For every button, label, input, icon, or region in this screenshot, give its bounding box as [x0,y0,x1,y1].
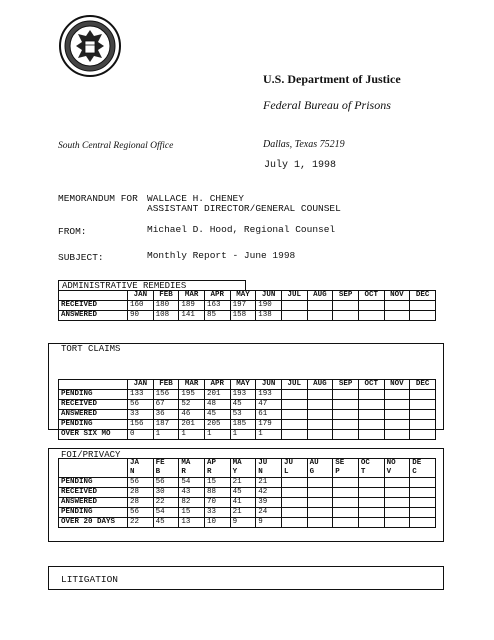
row-label: PENDING [59,508,128,518]
month-header: AUG [307,380,333,390]
table-cell [281,478,307,488]
month-header-line2: Y [232,468,238,476]
table-cell [333,498,359,508]
month-header: MAY [230,380,256,390]
table-cell [281,410,307,420]
table-cell: 45 [153,518,179,528]
table-cell: 15 [204,478,230,488]
month-header: APR [204,380,230,390]
table-cell [307,518,333,528]
table-cell: 54 [153,508,179,518]
month-header [410,459,436,478]
table-cell: 1 [230,430,256,440]
table-cell [358,478,384,488]
table-cell [281,390,307,400]
admin-remedies-table [58,290,436,321]
table-cell [307,311,333,321]
row-label: ANSWERED [59,311,128,321]
table-cell [281,301,307,311]
table-cell: 24 [256,508,282,518]
table-cell: 70 [204,498,230,508]
table-cell: 9 [256,518,282,528]
table-cell [333,410,359,420]
month-header-line2: P [335,468,340,476]
tort-claims-title: TORT CLAIMS [61,344,121,354]
table-cell: 88 [204,488,230,498]
table-cell [333,301,359,311]
month-header: DEC [410,380,436,390]
table-cell [358,390,384,400]
table-cell: 193 [230,390,256,400]
month-header [230,459,256,478]
table-cell: 180 [153,301,179,311]
table-cell [384,410,410,420]
table-cell [410,518,436,528]
table-cell: 9 [230,518,256,528]
row-label: ANSWERED [59,498,128,508]
month-header: NOV [384,291,410,301]
office-name: South Central Regional Office [58,141,174,151]
table-cell: 1 [256,430,282,440]
table-cell: 28 [128,488,154,498]
table-cell: 195 [179,390,205,400]
table-cell [281,518,307,528]
table-cell: 193 [256,390,282,400]
table-cell: 158 [230,311,256,321]
table-cell: 190 [256,301,282,311]
month-header-line2: N [258,468,263,476]
month-header: FEB [153,291,179,301]
table-row [59,301,436,311]
month-header: NOV [384,380,410,390]
month-header: JUL [281,291,307,301]
tort-claims-table [58,379,436,440]
table-cell [410,420,436,430]
month-header [153,459,179,478]
table-cell [307,301,333,311]
table-cell [333,488,359,498]
month-header: JUN [256,380,282,390]
month-header [358,459,384,478]
table-cell [358,498,384,508]
table-cell: 45 [230,488,256,498]
table-cell [384,301,410,311]
admin-remedies-title: ADMINISTRATIVE REMEDIES [58,280,246,291]
month-header: APR [204,291,230,301]
table-row [59,498,436,508]
row-label: ANSWERED [59,410,128,420]
table-cell: 33 [204,508,230,518]
table-cell [410,400,436,410]
table-cell [410,390,436,400]
table-cell [384,478,410,488]
table-cell [410,498,436,508]
table-cell: 201 [204,390,230,400]
table-cell: 52 [179,400,205,410]
month-header [128,459,154,478]
month-header-line2: N [130,468,135,476]
table-cell [307,478,333,488]
month-header [204,459,230,478]
table-cell [410,430,436,440]
litigation-title: LITIGATION [61,574,119,585]
table-cell: 82 [179,498,205,508]
month-header-line2: B [155,468,161,476]
table-cell: 41 [230,498,256,508]
month-header-line1: FE [155,459,165,467]
table-cell: 21 [256,478,282,488]
month-header-line1: AU [309,459,319,467]
table-cell [358,301,384,311]
table-row [59,311,436,321]
table-row [59,430,436,440]
month-header-line1: JU [258,459,268,467]
table-row [59,420,436,430]
table-cell: 22 [153,498,179,508]
table-cell: 21 [230,508,256,518]
bureau-name: Federal Bureau of Prisons [263,98,391,112]
table-cell: 185 [230,420,256,430]
table-cell [358,518,384,528]
memo-date: July 1, 1998 [264,160,337,171]
table-cell [307,430,333,440]
table-cell [307,498,333,508]
table-cell [358,420,384,430]
table-cell [307,488,333,498]
row-label: PENDING [59,478,128,488]
table-cell: 47 [256,400,282,410]
table-cell: 1 [204,430,230,440]
table-cell: 1 [153,430,179,440]
table-cell: 48 [204,400,230,410]
table-cell [333,400,359,410]
row-label: OVER 20 DAYS [59,518,128,528]
table-cell [384,400,410,410]
row-label: PENDING [59,390,128,400]
month-header-line1: MA [232,459,242,467]
department-seal [58,14,122,78]
header-blank-cell [59,291,128,301]
table-cell: 205 [204,420,230,430]
table-cell: 22 [128,518,154,528]
table-cell: 21 [230,478,256,488]
month-header: OCT [358,380,384,390]
table-cell: 43 [179,488,205,498]
table-cell [333,478,359,488]
table-cell: 53 [230,410,256,420]
table-cell [410,311,436,321]
table-cell [281,498,307,508]
month-header: SEP [333,380,359,390]
table-cell [333,420,359,430]
memo-subject-label: SUBJECT: [58,252,104,263]
table-cell: 61 [256,410,282,420]
table-cell: 45 [230,400,256,410]
month-header: SEP [333,291,359,301]
month-header: MAY [230,291,256,301]
table-cell [281,488,307,498]
memo-to-label: MEMORANDUM FOR [58,193,138,204]
table-cell [384,420,410,430]
month-header-line2: C [412,468,417,476]
table-cell: 141 [179,311,205,321]
table-cell: 133 [128,390,154,400]
month-header-line2: T [360,468,366,476]
table-cell [384,390,410,400]
table-cell: 108 [153,311,179,321]
table-cell [358,488,384,498]
month-header: JUN [256,291,282,301]
month-header [384,459,410,478]
table-cell [384,311,410,321]
table-cell [281,400,307,410]
table-cell: 201 [179,420,205,430]
table-cell: 42 [256,488,282,498]
table-cell: 30 [153,488,179,498]
table-cell [384,508,410,518]
month-header-line2: R [206,468,212,476]
month-header-line1: AP [206,459,216,467]
office-location: Dallas, Texas 75219 [263,139,345,150]
row-label: RECEIVED [59,400,128,410]
table-cell: 179 [256,420,282,430]
month-header-line1: OC [360,459,370,467]
month-header: DEC [410,291,436,301]
month-header: OCT [358,291,384,301]
table-cell: 56 [128,478,154,488]
month-header-line2: V [386,468,392,476]
table-cell: 197 [230,301,256,311]
memo-to-name: WALLACE H. CHENEY [147,193,244,204]
table-cell [307,400,333,410]
table-cell: 54 [179,478,205,488]
table-cell [281,311,307,321]
month-header-line1: MA [181,459,191,467]
table-cell [333,518,359,528]
table-cell [307,508,333,518]
table-cell [281,430,307,440]
month-header [281,459,307,478]
table-row [59,390,436,400]
month-header: FEB [153,380,179,390]
row-label: OVER SIX MO [59,430,128,440]
table-cell [384,498,410,508]
table-cell: 39 [256,498,282,508]
table-cell [358,508,384,518]
table-cell: 10 [204,518,230,528]
memo-from-value: Michael D. Hood, Regional Counsel [147,224,336,235]
memo-to-title: ASSISTANT DIRECTOR/GENERAL COUNSEL [147,203,341,214]
table-cell: 90 [128,311,154,321]
table-cell: 0 [128,430,154,440]
table-cell: 1 [179,430,205,440]
table-cell: 85 [204,311,230,321]
month-header [179,459,205,478]
month-header-line1: NO [386,459,396,467]
table-cell [358,430,384,440]
month-header-line2: R [181,468,186,476]
row-label: RECEIVED [59,488,128,498]
table-row [59,508,436,518]
row-label: RECEIVED [59,301,128,311]
memo-from-label: FROM: [58,226,87,237]
month-header: JUL [281,380,307,390]
table-cell [410,478,436,488]
month-header: JAN [128,291,154,301]
table-row [59,410,436,420]
table-cell: 187 [153,420,179,430]
month-header [307,459,333,478]
table-cell [333,430,359,440]
table-cell: 67 [153,400,179,410]
table-cell [358,400,384,410]
foi-privacy-title: FOI/PRIVACY [61,450,121,460]
table-cell [333,390,359,400]
table-cell [358,410,384,420]
table-cell: 46 [179,410,205,420]
foi-privacy-table [58,458,436,528]
month-header [256,459,282,478]
table-cell [333,311,359,321]
table-cell: 13 [179,518,205,528]
month-header-line1: DE [412,459,422,467]
table-cell: 15 [179,508,205,518]
table-cell [410,410,436,420]
table-cell [307,420,333,430]
table-cell: 56 [128,508,154,518]
table-cell [307,390,333,400]
month-header-line1: JA [130,459,140,467]
table-cell: 138 [256,311,282,321]
month-header-line2: G [309,468,315,476]
table-cell [410,488,436,498]
table-cell: 156 [153,390,179,400]
month-header: MAR [179,291,205,301]
table-cell: 28 [128,498,154,508]
table-row [59,488,436,498]
month-header-line1: SE [335,459,345,467]
table-cell: 189 [179,301,205,311]
table-cell [384,518,410,528]
memo-subject-value: Monthly Report - June 1998 [147,250,296,261]
table-cell: 160 [128,301,154,311]
table-cell [333,508,359,518]
month-header-line1: JU [283,459,293,467]
table-cell [307,410,333,420]
month-header: AUG [307,291,333,301]
table-cell [384,488,410,498]
month-header-line2: L [283,468,289,476]
table-cell [410,301,436,311]
month-header [333,459,359,478]
table-cell [384,430,410,440]
table-row [59,518,436,528]
table-cell [281,508,307,518]
table-row [59,400,436,410]
table-cell: 36 [153,410,179,420]
month-header: MAR [179,380,205,390]
month-header: JAN [128,380,154,390]
table-cell: 156 [128,420,154,430]
table-cell: 163 [204,301,230,311]
table-row [59,478,436,488]
agency-name: U.S. Department of Justice [263,72,401,86]
table-cell [281,420,307,430]
header-blank-cell [59,459,128,478]
header-blank-cell [59,380,128,390]
row-label: PENDING [59,420,128,430]
table-cell: 56 [153,478,179,488]
table-cell [358,311,384,321]
table-cell [410,508,436,518]
table-cell: 56 [128,400,154,410]
table-cell: 45 [204,410,230,420]
table-cell: 33 [128,410,154,420]
